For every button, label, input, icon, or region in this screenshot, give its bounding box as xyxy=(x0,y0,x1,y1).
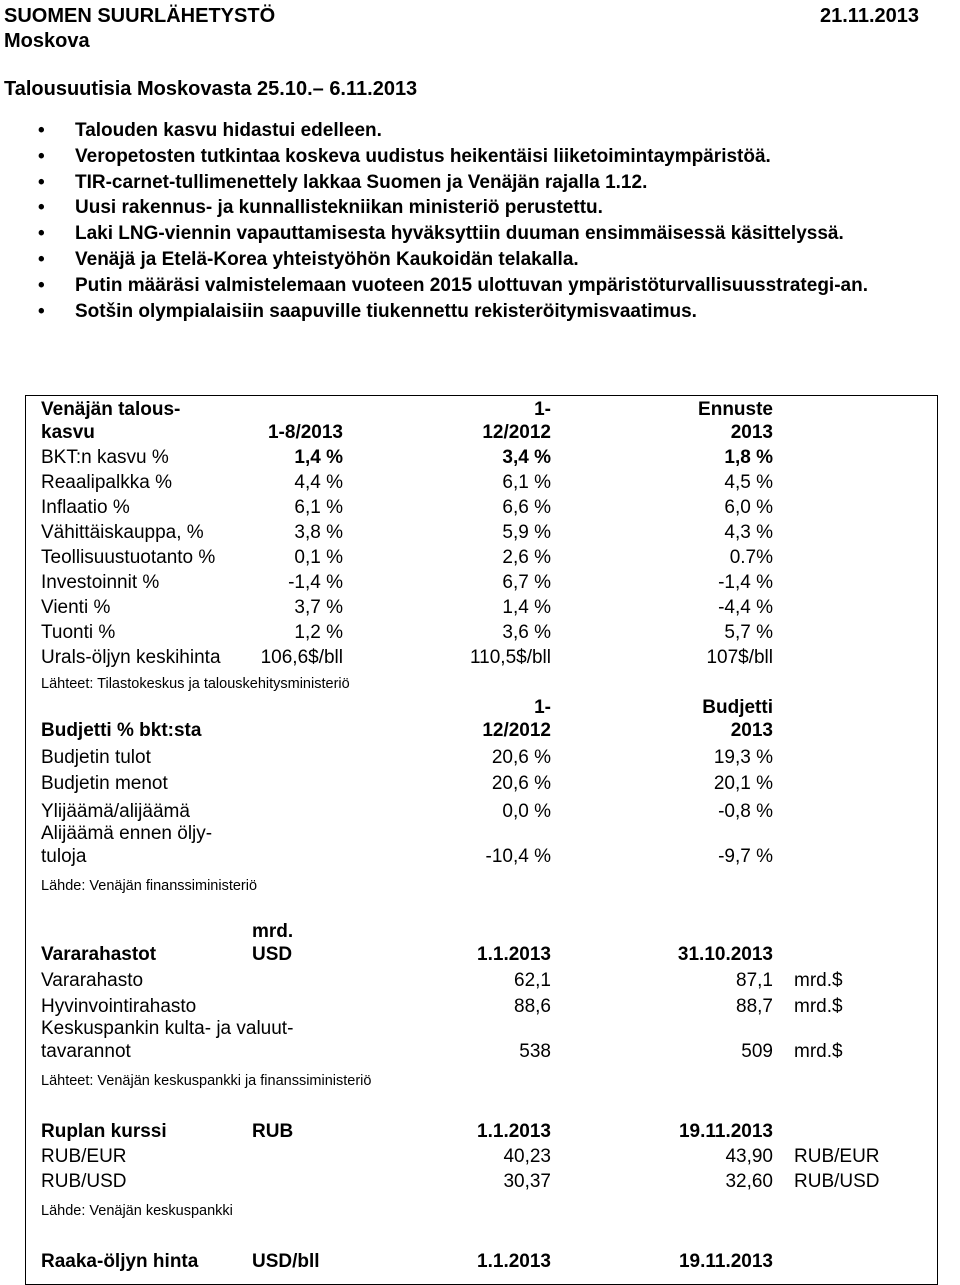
embassy-city: Moskova xyxy=(4,30,90,52)
reserves-header-unit-line1: mrd. xyxy=(252,921,294,942)
oil-header-col2: 1.1.2013 xyxy=(477,1251,551,1272)
growth-row-value: 107$/bll xyxy=(706,647,773,668)
growth-source-note: Lähteet: Tilastokeskus ja talouskehitysministeriö xyxy=(41,676,350,692)
summary-list xyxy=(0,118,960,324)
growth-row-value: 6,6 % xyxy=(502,497,551,518)
ruble-header-col3: 19.11.2013 xyxy=(678,1121,773,1142)
summary-item: • Putin määräsi valmistelemaan vuoteen 2015 ulottuvan ympäristöturvallisuusstrategi-an. xyxy=(0,273,960,299)
budget-row-label: Budjetin menot xyxy=(41,773,168,794)
growth-header-col3-line2: 2013 xyxy=(730,422,773,443)
growth-header-label-1: Venäjän talous- xyxy=(41,399,181,420)
growth-row-value: 3,4 % xyxy=(502,447,551,468)
oil-header-col3: 19.11.2013 xyxy=(678,1251,773,1272)
document-title: Talousuutisia Moskovasta 25.10.– 6.11.2013 xyxy=(4,78,418,100)
ruble-header-unit: RUB xyxy=(252,1121,294,1142)
reserves-row-unit: mrd.$ xyxy=(794,1041,843,1062)
growth-row-value: 110,5$/bll xyxy=(470,647,551,668)
growth-row-value: -4,4 % xyxy=(718,597,773,618)
embassy-name: SUOMEN SUURLÄHETYSTÖ xyxy=(4,5,276,27)
growth-row-value: -1,4 % xyxy=(718,572,773,593)
growth-row-value: 3,6 % xyxy=(502,622,551,643)
ruble-row-unit: RUB/USD xyxy=(794,1171,880,1192)
growth-row-label: Teollisuustuotanto % xyxy=(41,547,216,568)
growth-row-label: Reaalipalkka % xyxy=(41,472,172,493)
reserves-row-label: Keskuspankin kulta- ja valuut- xyxy=(41,1018,294,1039)
summary-item: • Laki LNG-viennin vapauttamisesta hyväksyttiin duuman ensimmäisessä käsittelyssä. xyxy=(0,221,960,247)
growth-row-value: 1,8 % xyxy=(724,447,773,468)
growth-row-value: 4,3 % xyxy=(724,522,773,543)
budget-row-label: Alijäämä ennen öljy- xyxy=(41,823,213,844)
growth-row-label: BKT:n kasvu % xyxy=(41,447,169,468)
growth-row-label: Investoinnit % xyxy=(41,572,160,593)
reserves-source-note: Lähteet: Venäjän keskuspankki ja finanssiministeriö xyxy=(41,1073,372,1089)
budget-row-label: Budjetin tulot xyxy=(41,747,151,768)
ruble-row-value: 43,90 xyxy=(725,1146,773,1167)
growth-row-value: -1,4 % xyxy=(288,572,343,593)
growth-row-value: 6,0 % xyxy=(724,497,773,518)
growth-row-value: 5,9 % xyxy=(502,522,551,543)
ruble-row-value: 30,37 xyxy=(503,1171,551,1192)
growth-row-value: 3,7 % xyxy=(294,597,343,618)
budget-row-value: 20,6 % xyxy=(491,773,551,794)
reserves-row-label: Vararahasto xyxy=(41,970,144,991)
reserves-row-unit: mrd.$ xyxy=(794,970,843,991)
budget-row-value: 20,1 % xyxy=(713,773,773,794)
reserves-row-label: tavarannot xyxy=(41,1041,131,1062)
budget-header-label: Budjetti % bkt:sta xyxy=(41,720,202,741)
summary-item: • Uusi rakennus- ja kunnallistekniikan ministeriö perustettu. xyxy=(0,195,960,221)
growth-row-value: 5,7 % xyxy=(724,622,773,643)
ruble-source-note: Lähde: Venäjän keskuspankki xyxy=(41,1203,233,1219)
budget-row-label: Ylijäämä/alijäämä xyxy=(41,801,190,822)
ruble-row-value: 40,23 xyxy=(503,1146,551,1167)
reserves-row-label: Hyvinvointirahasto xyxy=(41,996,197,1017)
growth-row-value: 0,1 % xyxy=(294,547,343,568)
budget-header-col3-line1: Budjetti xyxy=(702,697,773,718)
growth-row-value: 3,8 % xyxy=(294,522,343,543)
oil-header-unit: USD/bll xyxy=(252,1251,320,1272)
document-date: 21.11.2013 xyxy=(820,5,919,27)
reserves-header-label: Vararahastot xyxy=(41,944,157,965)
reserves-row-value: 88,6 xyxy=(514,996,551,1017)
reserves-header-col2: 1.1.2013 xyxy=(477,944,551,965)
reserves-header-col3: 31.10.2013 xyxy=(677,944,773,965)
growth-row-value: 106,6$/bll xyxy=(260,647,343,668)
reserves-row-unit: mrd.$ xyxy=(794,996,843,1017)
growth-row-label: Tuonti % xyxy=(41,622,116,643)
ruble-row-unit: RUB/EUR xyxy=(794,1146,880,1167)
budget-header-col2-line1: 1- xyxy=(534,697,551,718)
growth-row-value: 4,4 % xyxy=(294,472,343,493)
budget-row-value: 20,6 % xyxy=(491,747,551,768)
budget-row-value: 0,0 % xyxy=(502,801,551,822)
growth-row-value: 4,5 % xyxy=(724,472,773,493)
ruble-header-label: Ruplan kurssi xyxy=(41,1121,167,1142)
growth-row-value: 6,1 % xyxy=(502,472,551,493)
budget-row-value: -10,4 % xyxy=(485,846,551,867)
growth-header-col1: 1-8/2013 xyxy=(267,422,343,443)
ruble-row-value: 32,60 xyxy=(725,1171,773,1192)
growth-row-label: Vähittäiskauppa, % xyxy=(41,522,204,543)
embassy-header xyxy=(4,4,275,54)
ruble-row-label: RUB/USD xyxy=(41,1171,127,1192)
ruble-header-col2: 1.1.2013 xyxy=(477,1121,551,1142)
budget-header-col2-line2: 12/2012 xyxy=(482,720,551,741)
summary-item: • Sotšin olympialaisiin saapuville tiukennettu rekisteröitymisvaatimus. xyxy=(0,299,960,325)
growth-row-value: 6,7 % xyxy=(502,572,551,593)
growth-row-label: Urals-öljyn keskihinta xyxy=(41,647,221,668)
budget-row-label: tuloja xyxy=(41,846,87,867)
growth-row-value: 2,6 % xyxy=(502,547,551,568)
summary-item: • Venäjä ja Etelä-Korea yhteistyöhön Kaukoidän telakalla. xyxy=(0,247,960,273)
budget-row-value: 19,3 % xyxy=(713,747,773,768)
growth-row-value: 1,4 % xyxy=(502,597,551,618)
budget-row-value: -0,8 % xyxy=(718,801,773,822)
summary-item: • TIR-carnet-tullimenettely lakkaa Suomen ja Venäjän rajalla 1.12. xyxy=(0,170,960,196)
growth-row-value: 0.7% xyxy=(729,547,773,568)
reserves-row-value: 88,7 xyxy=(736,996,773,1017)
reserves-row-value: 538 xyxy=(519,1041,551,1062)
oil-header-label: Raaka-öljyn hinta xyxy=(41,1251,199,1272)
growth-row-value: 6,1 % xyxy=(294,497,343,518)
growth-header-label-2: kasvu xyxy=(41,422,95,443)
reserves-row-value: 62,1 xyxy=(514,970,551,991)
growth-header-col2-line2: 12/2012 xyxy=(482,422,551,443)
growth-row-value: 1,4 % xyxy=(294,447,343,468)
growth-header-col3-line1: Ennuste xyxy=(698,399,773,420)
reserves-row-value: 509 xyxy=(741,1041,773,1062)
ruble-row-label: RUB/EUR xyxy=(41,1146,127,1167)
budget-header-col3-line2: 2013 xyxy=(730,720,773,741)
budget-row-value: -9,7 % xyxy=(718,846,773,867)
growth-header-col2-line1: 1- xyxy=(534,399,551,420)
summary-item: • Veropetosten tutkintaa koskeva uudistus heikentäisi liiketoimintaympäristöä. xyxy=(0,144,960,170)
summary-item: • Talouden kasvu hidastui edelleen. xyxy=(0,118,960,144)
growth-row-label: Inflaatio % xyxy=(41,497,130,518)
reserves-header-unit-line2: USD xyxy=(252,944,293,965)
budget-source-note: Lähde: Venäjän finanssiministeriö xyxy=(41,878,258,894)
growth-row-value: 1,2 % xyxy=(294,622,343,643)
reserves-row-value: 87,1 xyxy=(736,970,773,991)
growth-row-label: Vienti % xyxy=(41,597,111,618)
